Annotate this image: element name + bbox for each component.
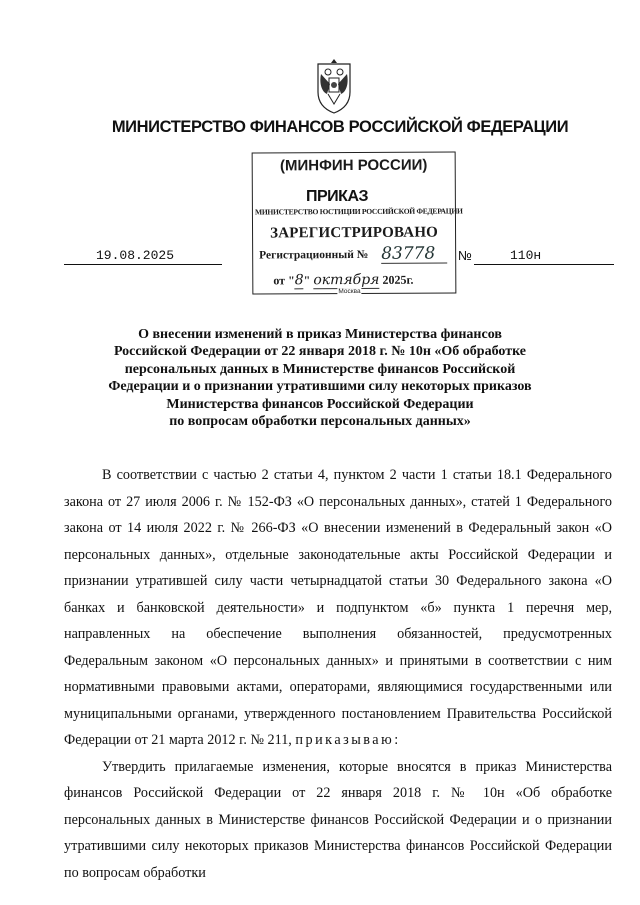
body-paragraph: Утвердить прилагаемые изменения, которые вносятся в приказ Министерства финансов Российской Федерации от 22 января 2018 г. № 10н «Об обработке персональных данных в Министерстве финансов Российской Федерации и о признании утратившими силу некоторых приказов Министерства финансов Российской Федерации по вопросам обработки (64, 758, 612, 881)
title-line: по вопросам обработки персональных данных» (169, 414, 471, 430)
title-line: Российской Федерации от 22 января 2018 г. № 10н «Об обработке (113, 344, 527, 360)
ministry-name: МИНИСТЕРСТВО ФИНАНСОВ РОССИЙСКОЙ ФЕДЕРАЦИИ (111, 118, 569, 136)
title-line: персональных данных в Министерстве финансов Российской (124, 361, 516, 377)
body-paragraph (64, 462, 612, 754)
registration-stamp (252, 151, 463, 296)
stamp-day: 8 (294, 272, 304, 289)
order-number: 110н (510, 248, 542, 263)
stamp-month: октября (313, 271, 380, 289)
stamp-date-line: от "8" октября 2025г. (273, 271, 414, 289)
order-date: 19.08.2025 (96, 248, 175, 263)
order-number-sign: № (458, 248, 472, 263)
stamp-from-label: от (273, 273, 286, 288)
coat-of-arms-icon (314, 58, 354, 114)
document-body (64, 462, 612, 886)
stamp-reg-label: Регистрационный № (259, 248, 369, 262)
stamp-ministry-justice: МИНИСТЕРСТВО ЮСТИЦИИ РОССИЙСКОЙ ФЕДЕРАЦИИ (254, 206, 463, 217)
stamp-minfin: (МИНФИН РОССИИ) (279, 156, 428, 175)
stamp-city: Москва (338, 287, 361, 296)
title-line: Федерации и о признании утратившими силу некоторых приказов (108, 379, 532, 395)
order-word: ПРИКАЗ (306, 188, 369, 205)
order-number-field (474, 248, 614, 265)
order-date-field (64, 248, 222, 265)
title-line: Министерства финансов Российской Федерации (166, 396, 474, 412)
paragraph-1-text: В соответствии с частью 2 статьи 4, пунктом 2 части 1 статьи 18.1 Федерального закона от 27 июля 2006 г. № 152-ФЗ «О персональных данных», статей 1 Федерального закона от 14 июля 2022 г. № 266-ФЗ «О внесении изменений в Федеральный закон «О персональных данных», отдельные законодательные акты Российской Федерации и признании утратившей силу части четырнадцатой статьи 30 Федерального закона «О банках и банковской деятельности» и подпунктом «б» пункта 1 перечня мер, направленных на обеспечение выполнения обязанностей, предусмотренных Федеральным законом «О персональных данных» и принятыми в соответствии с ним нормативными правовыми актами, операторами, являющимися государственными или муниципальными органами, утвержденного постановлением Правительства Российской Федерации от 21 марта 2012 г. № 211, (64, 467, 612, 748)
stamp-year: 2025 (382, 272, 407, 287)
stamp-year-suffix: г. (406, 272, 414, 287)
stamp-registered: ЗАРЕГИСТРИРОВАНО (270, 224, 439, 242)
document-title (70, 326, 570, 430)
title-line: О внесении изменений в приказ Министерства финансов (138, 327, 502, 342)
order-command: приказываю: (295, 732, 401, 748)
stamp-reg-number: 83778 (381, 245, 447, 264)
